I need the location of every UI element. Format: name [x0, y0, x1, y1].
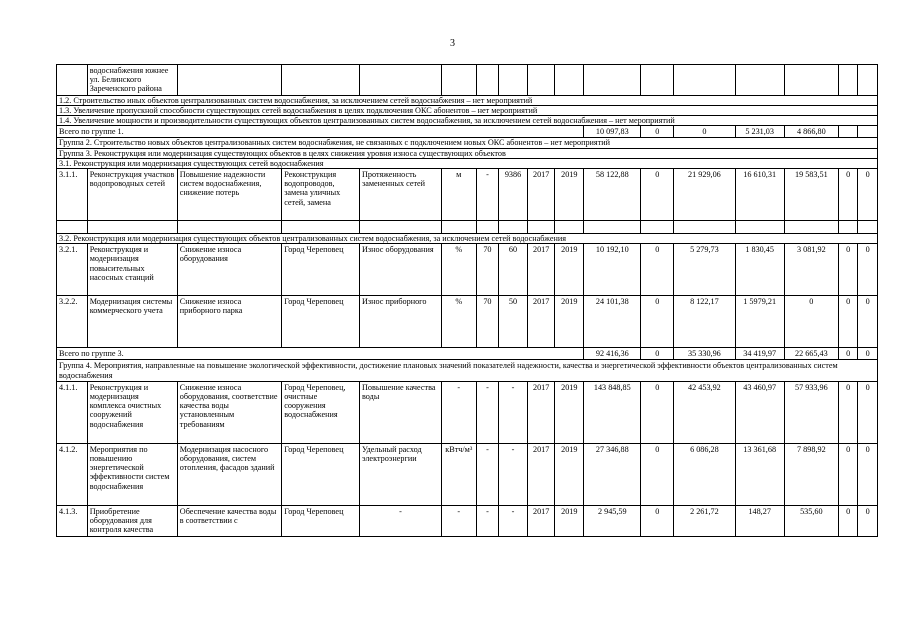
section-row: Группа 3. Реконструкция или модернизация существующих объектов в целях снижения уровня износа существующих объектов [57, 148, 878, 158]
section-row: Группа 2. Строительство новых объектов централизованных систем водоснабжения, не связанных с подключением новых ОКС абонентов – нет мероприятий [57, 138, 878, 148]
section-row: Группа 4. Мероприятия, направленные на повышение экологической эффективности, достижение плановых значений показателей надежности, качества и энергетической эффективности объектов централизованных систем водоснабжения [57, 360, 878, 381]
table-row: 4.1.2. Мероприятия по повышению энергетической эффективности систем водоснабжения Модернизация насосного оборудования, систем отопления, фасадов зданий Город Череповец Удельный расход электроэнергии кВтч/м³ - - 2017 2019 27 346,88 0 6 086,28 13 361,68 7 898,92 0 0 [57, 443, 878, 505]
table-row: 3.1.1. Реконструкция участков водопроводных сетей Повышение надежности систем водоснабжения, снижение потерь Реконструкция водопроводов, замена уличных сетей, замена Протяженность замененных сетей м - 9386 2017 2019 58 122,88 0 21 929,06 16 610,31 19 583,51 0 0 [57, 169, 878, 221]
table-row [57, 221, 878, 234]
row-name: водоснабжения южнее ул. Белинского Зареченского района [87, 65, 177, 96]
table-row [57, 65, 878, 96]
table-row: 4.1.3. Приобретение оборудования для контроля качества Обеспечение качества воды в соответствии с Город Череповец - - - - 2017 2019 2 945,59 0 2 261,72 148,27 535,60 0 0 [57, 505, 878, 536]
section-row: 1.3. Увеличение пропускной способности существующих сетей водоснабжения в целях подключения ОКС абонентов – нет мероприятий [57, 105, 878, 115]
section-row: 1.4. Увеличение мощности и производительности существующих объектов централизованных систем водоснабжения, за исключением сетей водоснабжения – нет мероприятий [57, 116, 878, 126]
table-row: 3.2.1. Реконструкция и модернизация повысительных насосных станций Снижение износа оборудования Город Череповец Износ оборудования % 70 60 2017 2019 10 192,10 0 5 279,73 1 830,45 3 081,92 0 0 [57, 244, 878, 296]
page-number: 3 [450, 38, 455, 49]
section-row: 1.2. Строительство иных объектов централизованных систем водоснабжения, за исключением сетей водоснабжения – нет мероприятий [57, 95, 878, 105]
section-row: 3.1. Реконструкция или модернизация существующих сетей водоснабжения [57, 158, 878, 168]
section-row: 3.2. Реконструкция или модернизация существующих объектов централизованных систем водоснабжения, за исключением сетей водоснабжения [57, 234, 878, 244]
group-total-row: Всего по группе 3. 92 416,36 0 35 330,96 34 419,97 22 665,43 0 0 [57, 348, 878, 360]
table-row: 3.2.2. Модернизация системы коммерческого учета Снижение износа приборного парка Город Череповец Износ приборного % 70 50 2017 2019 24 101,38 0 8 122,17 1 5979,21 0 0 0 [57, 296, 878, 348]
group-total-row: Всего по группе 1. 10 097,83 0 0 5 231,03 4 866,80 [57, 126, 878, 138]
table-row: 4.1.1. Реконструкция и модернизация комплекса очистных сооружений водоснабжения Снижение износа оборудования, соответствие качества воды установленным требованиям Город Череповец, очистные сооружения водоснабжения Повышение качества воды - - - 2017 2019 143 848,85 0 42 453,92 43 460,97 57 933,96 0 0 [57, 381, 878, 443]
investment-program-table [56, 64, 878, 537]
